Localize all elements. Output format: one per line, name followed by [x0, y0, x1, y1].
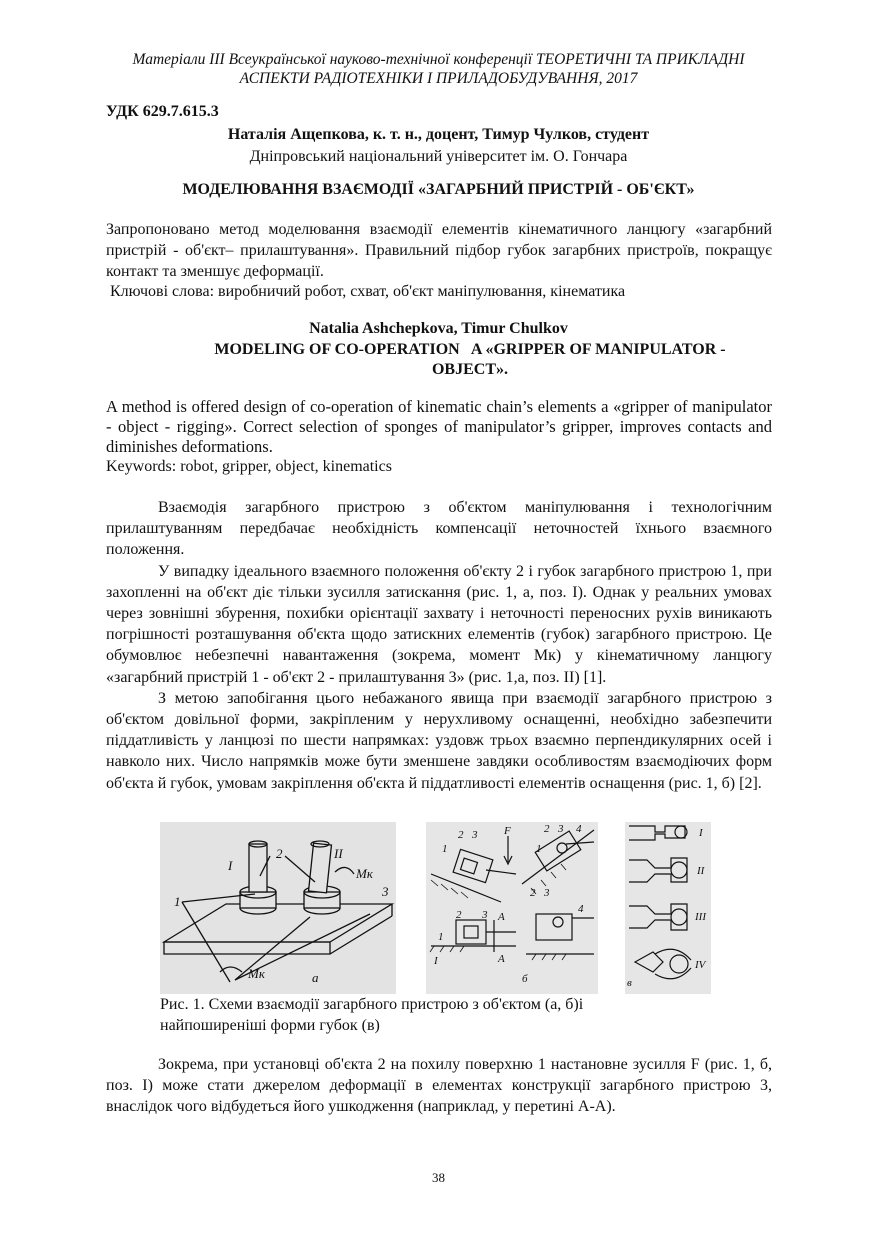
figure-c-roman-1: I: [699, 827, 703, 839]
figure-a-label-1: 1: [174, 894, 181, 909]
figure-1b-drawing: [426, 822, 598, 994]
figure-1a: [160, 822, 396, 994]
figure-b-label-4d: 4: [578, 903, 584, 915]
figure-a-label-3: 3: [382, 884, 389, 899]
title-en-line-2: OBJECT».: [431, 361, 508, 378]
abstract-en: [106, 397, 772, 457]
authors-uk: Наталія Ащепкова, к. т. н., доцент, Тимур Чулков, студент: [227, 126, 650, 143]
title-en: [170, 340, 770, 380]
figure-b-label-2c: 2: [456, 909, 462, 921]
paragraph-2: У випадку ідеального взаємного положення об'єкту 2 і губок загарбного пристрою 1, при захопленні на об'єкт діє тільки зусилля затискання (рис. 1, а, поз. I). Однак у реальних умовах через зовнішні збурення, похибки орієнтації захвату і неточності переносних рухів виникають погрішності розташування об'єкта щодо затискних елементів (губок) загарбного пристрою. Це обумовлює небезпечні навантаження (зокрема, момент Mк) у кінематичному ланцюгу «загарбний пристрій 1 - об'єкт 2 - прилаштування 3» (рис. 1,а, поз. II) [1].: [106, 562, 772, 686]
abstract-uk: [106, 219, 772, 282]
figure-a-roman-1: I: [228, 858, 233, 873]
figure-c-roman-2: II: [697, 865, 705, 877]
figure-1a-drawing: [160, 822, 396, 994]
figure-b-label-4b: 4: [576, 823, 582, 835]
body-text: [106, 497, 772, 794]
figure-b-force: F: [504, 825, 511, 837]
figure-b-section-a-top: A: [498, 911, 505, 923]
figure-b-label-1a: 1: [442, 843, 448, 855]
header-line-1: Матеріали III Всеукраїнської науково-технічної конференції ТЕОРЕТИЧНІ ТА ПРИКЛАДНІ: [132, 51, 745, 68]
paragraph-1: Взаємодія загарбного пристрою з об'єктом маніпулювання і технологічним прилаштуванням передбачає необхідність компенсації неточностей їхнього взаємного положення.: [106, 499, 772, 559]
title-en-line-1: MODELING OF CO-OPERATION A «GRIPPER OF MANIPULATOR -: [214, 341, 726, 358]
caption-line-2: найпоширеніші форми губок (в): [160, 1017, 380, 1034]
figure-a-letter: а: [312, 970, 319, 985]
figure-a-label-2: 2: [276, 846, 283, 861]
figure-b-label-2b: 2: [544, 823, 550, 835]
figure-a-moment-bottom: Mк: [248, 966, 265, 981]
figure-1c-drawing: [625, 822, 711, 994]
figure-b-label-3d: 3: [544, 887, 550, 899]
figure-b-roman-1: I: [434, 955, 438, 967]
udk-code: УДК 629.7.615.3: [106, 103, 219, 120]
figure-1c: [625, 822, 711, 994]
figure-c-letter: в: [627, 977, 632, 989]
figure-b-label-3b: 3: [558, 823, 564, 835]
paragraph-3: З метою запобігання цього небажаного явища при взаємодії загарбного пристрою з об'єктом довільної форми, закріпленим у нерухливому оснащенні, необхідно забезпечити піддатливість у ланцюзі по шести напрямках: уздовж трьох взаємно перпендикулярних осей і навколо них. Число напрямків може бути зменшене завдяки особливостям взаємодіючих форм об'єкта й губок, умовам закріплення об'єкта й піддатливості елементів оснащення (рис. 1, б) [2].: [106, 689, 772, 792]
figure-b-label-1c: 1: [438, 931, 444, 943]
body-text-continued: [106, 1054, 772, 1118]
figure-a-moment-top: Mк: [356, 866, 373, 881]
figure-b-label-2a: 2: [458, 829, 464, 841]
abstract-uk-text: Запропоновано метод моделювання взаємодії елементів кінематичного ланцюгу «загарбний пристрій - об'єкт– прилаштування». Правильний підбор губок загарбних пристроїв, покращує контакт та зменшує деформації.: [106, 221, 772, 280]
figure-b-label-2d: 2: [530, 887, 536, 899]
running-header: [100, 50, 777, 88]
figure-c-roman-3: III: [695, 911, 706, 923]
affiliation: Дніпровський національний університет ім. О. Гончара: [249, 148, 628, 165]
figure-b-label-3a: 3: [472, 829, 478, 841]
keywords-uk: Ключові слова: виробничий робот, схват, об'єкт маніпулювання, кінематика: [110, 283, 626, 300]
figure-1b: [426, 822, 598, 994]
abstract-en-text: A method is offered design of co-operation of kinematic chain’s elements a «gripper of manipulator - object - rigging». Correct selection of sponges of manipulator’s gripper, improves contacts and diminishes deformations.: [106, 397, 772, 456]
figure-b-label-3c: 3: [482, 909, 488, 921]
figure-b-label-1b: 1: [536, 843, 542, 855]
figure-b-section-a-bottom: A: [498, 953, 505, 965]
header-line-2: АСПЕКТИ РАДІОТЕХНІКИ І ПРИЛАДОБУДУВАННЯ, 2017: [239, 70, 638, 87]
keywords-en: Keywords: robot, gripper, object, kinematics: [106, 458, 392, 475]
figure-c-roman-4: IV: [695, 959, 706, 971]
title-uk: МОДЕЛЮВАННЯ ВЗАЄМОДІЇ «ЗАГАРБНИЙ ПРИСТРІЙ - ОБ'ЄКТ»: [182, 181, 695, 198]
figure-caption: [160, 994, 660, 1036]
paragraph-4: Зокрема, при установці об'єкта 2 на похилу поверхню 1 настановне зусилля F (рис. 1, б, поз. I) може стати джерелом деформації в елементах конструкції загарбного пристрою 3, внаслідок чого відбудеться його ушкодження (наприклад, у перетині А-А).: [106, 1056, 772, 1116]
figure-b-letter: б: [522, 973, 528, 985]
caption-line-1: Рис. 1. Схеми взаємодії загарбного пристрою з об'єктом (а, б)і: [160, 996, 584, 1013]
page-number: 38: [432, 1170, 445, 1185]
authors-en: Natalia Ashchepkova, Timur Chulkov: [309, 320, 568, 337]
figure-a-roman-2: II: [334, 846, 343, 861]
